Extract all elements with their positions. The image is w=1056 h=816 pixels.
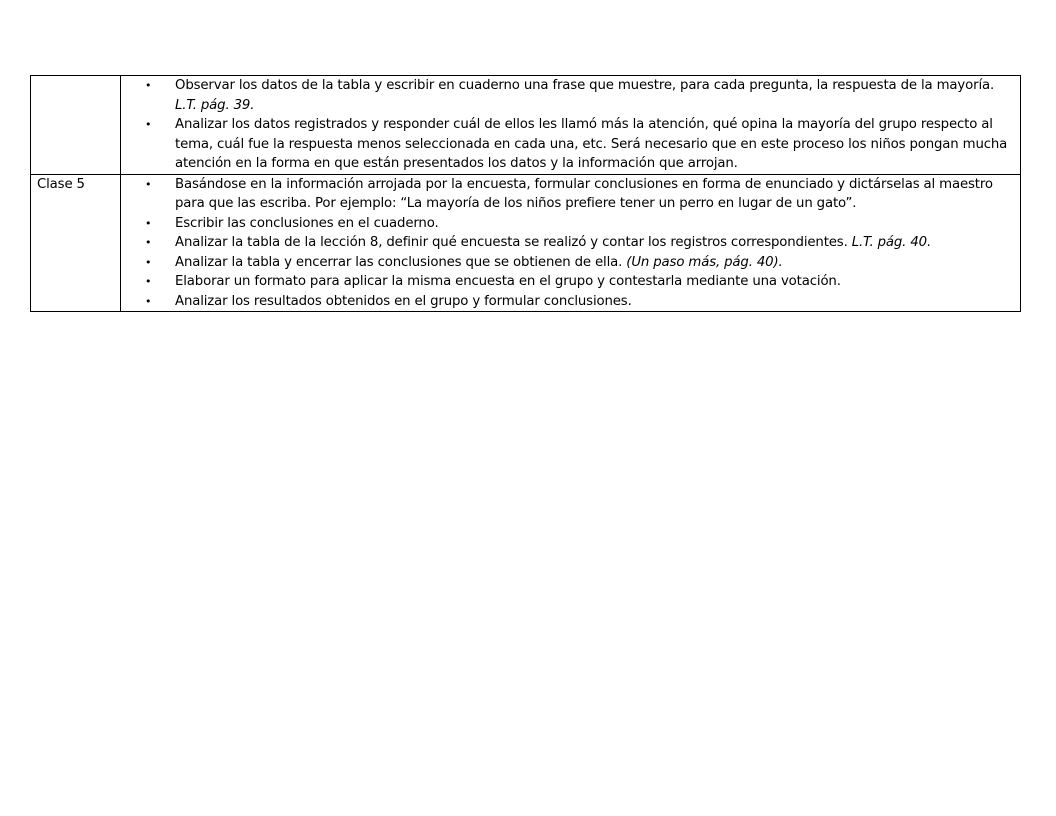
activity-text: Observar los datos de la tabla y escribir en cuaderno una frase que muestre, para cada pregunta, la respuesta de la mayoría. xyxy=(175,78,995,93)
lesson-plan-table xyxy=(30,75,1021,312)
activity-text: Analizar los datos registrados y responder cuál de ellos les llamó más la atención, qué opina la mayoría del grupo respecto al tema, cuál fue la respuesta menos seleccionada en cada una, etc. Será necesario que en este proceso los niños pongan mucha atención en la forma en que están presentados los datos y la información que arrojan. xyxy=(175,117,1008,171)
activity-text: Elaborar un formato para aplicar la misma encuesta en el grupo y contestarla mediante una votación. xyxy=(175,274,841,289)
bullet-icon: • xyxy=(145,294,152,308)
table-row xyxy=(31,174,1021,312)
list-item xyxy=(121,272,1014,292)
list-item xyxy=(121,175,1014,214)
list-item xyxy=(121,115,1014,174)
class-label-cell xyxy=(31,76,121,175)
bullet-icon: • xyxy=(145,177,152,191)
activity-text: Analizar la tabla y encerrar las conclusiones que se obtienen de ella. xyxy=(175,254,627,270)
textbook-reference: (Un paso más, pág. 40). xyxy=(626,254,783,270)
activity-text: Analizar la tabla de la lección 8, definir qué encuesta se realizó y contar los registros correspondientes. xyxy=(175,235,852,250)
list-item xyxy=(121,214,1014,234)
activity-list xyxy=(121,175,1014,312)
bullet-icon: • xyxy=(145,275,152,288)
activities-cell xyxy=(121,174,1021,312)
bullet-icon: • xyxy=(145,118,152,131)
bullet-icon: • xyxy=(145,216,152,230)
bullet-icon: • xyxy=(145,255,152,269)
list-item xyxy=(121,253,1014,273)
bullet-icon: • xyxy=(145,79,152,92)
list-item xyxy=(121,233,1014,253)
activity-text: Escribir las conclusiones en el cuaderno. xyxy=(175,215,439,231)
activity-text: Basándose en la información arrojada por la encuesta, formular conclusiones en forma de enunciado y dictárselas al maestro para que las escriba. Por ejemplo: “La mayoría de los niños prefiere tener un perro en lugar de un gato”. xyxy=(175,176,993,211)
activity-text: Analizar los resultados obtenidos en el grupo y formular conclusiones. xyxy=(175,293,632,309)
textbook-reference: L.T. pág. 39. xyxy=(175,97,255,113)
list-item xyxy=(121,76,1014,115)
activities-cell xyxy=(121,76,1021,175)
table-row xyxy=(31,76,1021,175)
list-item xyxy=(121,292,1014,312)
activity-list xyxy=(121,76,1014,174)
textbook-reference: L.T. pág. 40. xyxy=(851,235,932,250)
class-label-cell: Clase 5 xyxy=(31,174,121,312)
bullet-icon: • xyxy=(145,236,152,249)
